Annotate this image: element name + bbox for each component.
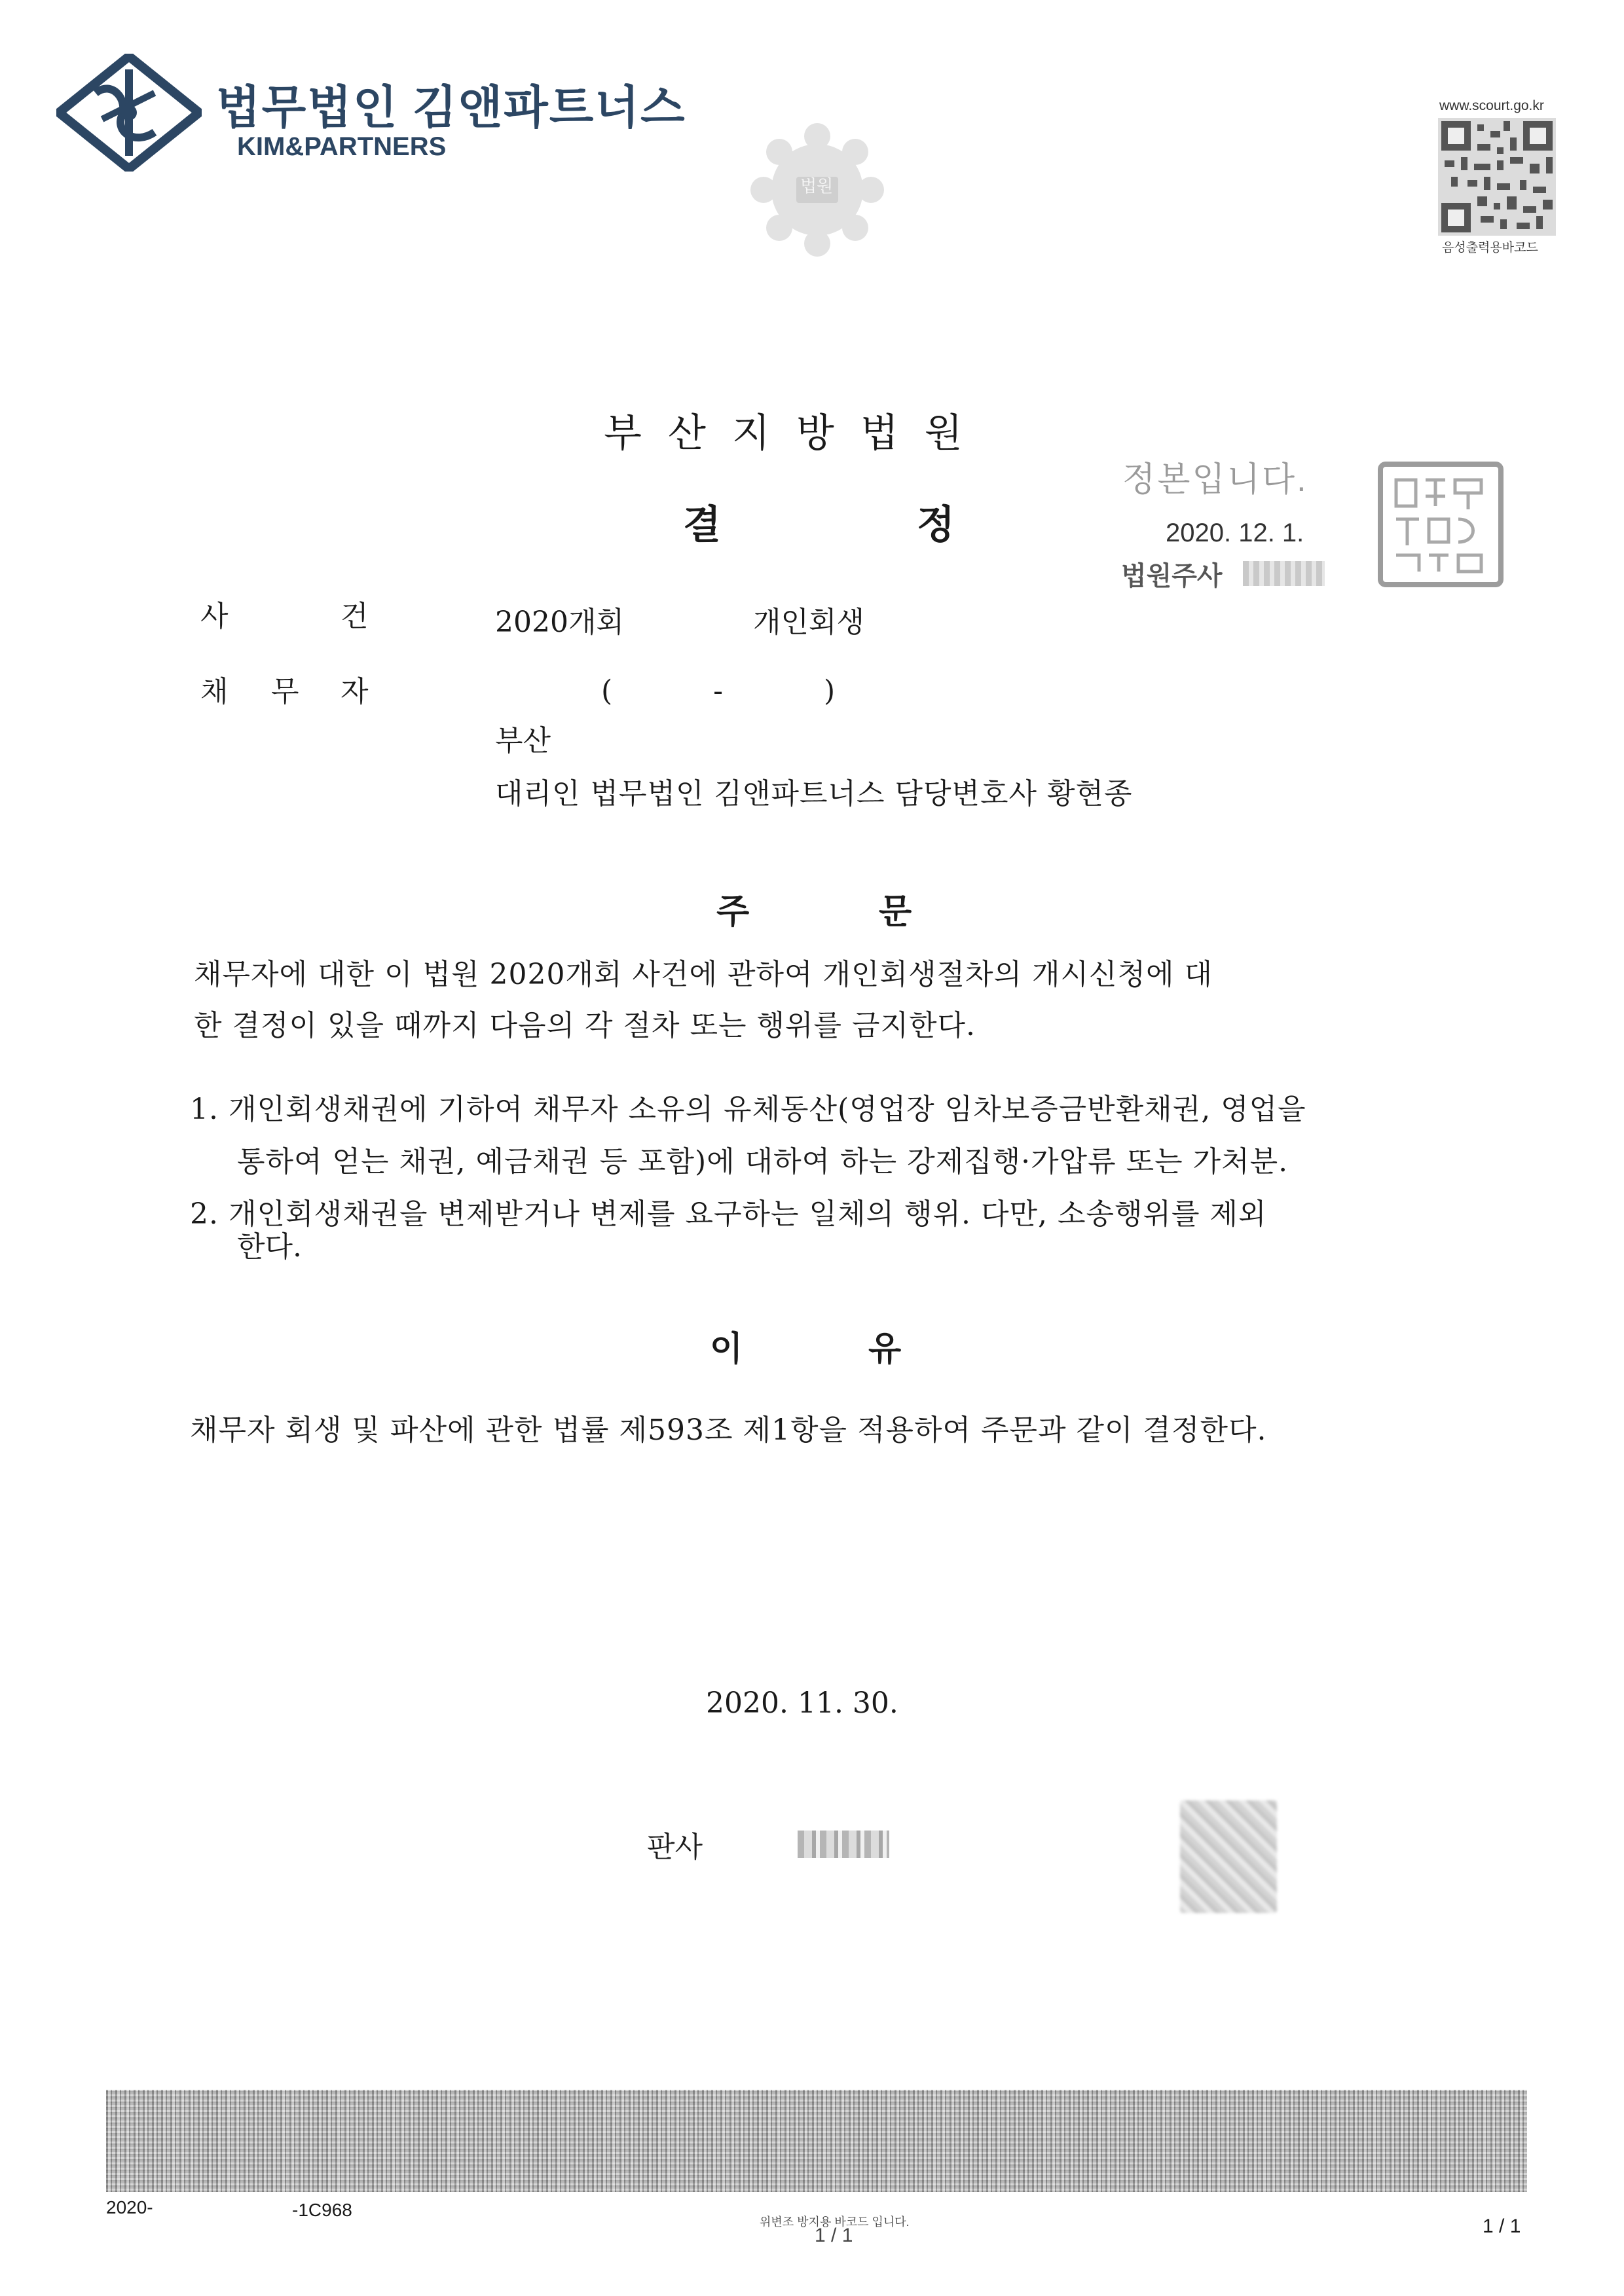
clerk-seal-icon (1376, 460, 1505, 589)
debtor-address: 부산 (495, 724, 551, 757)
case-label-second: 건 (341, 600, 369, 633)
reason-text: 채무자 회생 및 파산에 관한 법률 제593조 제1항을 적용하여 주문과 같이 결정한다. (190, 1413, 1267, 1447)
judge-label: 판사 (647, 1831, 703, 1864)
case-number: 2020개회 (495, 606, 624, 639)
court-clerk-title: 법원주사 (1121, 562, 1223, 591)
case-type: 개인회생 (753, 606, 865, 639)
qr-caption: 음성출력용바코드 (1442, 241, 1538, 255)
debtor-label-third: 자 (341, 675, 369, 708)
debtor-id-number: ( - ) (601, 674, 881, 708)
order-paragraph-line1: 채무자에 대한 이 법원 2020개회 사건에 관하여 개인회생절차의 개시신청에 대 (194, 958, 1213, 991)
reason-heading: 이 (710, 1329, 743, 1369)
document-title-first: 결 (683, 502, 721, 548)
certified-copy-date: 2020. 12. 1. (1166, 519, 1304, 547)
legal-agent: 대리인 법무법인 김앤파트너스 담당변호사 황현종 (495, 777, 1133, 811)
court-name: 부산지방법원 (604, 410, 989, 456)
decision-date: 2020. 11. 30. (706, 1686, 898, 1720)
order-item-2-line2: 한다. (237, 1230, 302, 1264)
order-paragraph-line2: 한 결정이 있을 때까지 다음의 각 절차 또는 행위를 금지한다. (194, 1009, 976, 1042)
order-heading-second: 문 (879, 892, 912, 932)
judge-seal-redacted (1180, 1800, 1277, 1913)
document-code-suffix: -1C968 (292, 2200, 352, 2220)
page-number: 1 / 1 (1483, 2215, 1521, 2237)
order-item-2-line1: 2. 개인회생채권을 변제받거나 변제를 요구하는 일체의 행위. 다만, 소송행위를 제외 (190, 1197, 1267, 1231)
document-code-prefix: 2020- (106, 2197, 153, 2217)
firm-logo-icon (56, 54, 202, 172)
case-label: 사 (200, 600, 229, 633)
order-item-1-line2: 통하여 얻는 채권, 예금채권 등 포함)에 대하여 하는 강제집행·가압류 또는 가처분. (237, 1145, 1289, 1178)
court-emblem-label: 법원 (800, 176, 834, 196)
debtor-label-second: 무 (271, 675, 299, 708)
anti-forgery-barcode (106, 2090, 1527, 2192)
debtor-label: 채 (200, 675, 229, 708)
barcode-note: 위변조 방지용 바코드 입니다. (760, 2215, 910, 2229)
firm-name-english: KIM&PARTNERS (237, 132, 447, 161)
qr-code-icon (1438, 118, 1556, 236)
document-title-second: 정 (917, 502, 955, 548)
order-heading: 주 (716, 892, 750, 932)
firm-name-korean: 법무법인 김앤파트너스 (216, 82, 686, 133)
qr-url: www.scourt.go.kr (1439, 98, 1544, 113)
certified-copy-stamp: 정본입니다. (1122, 461, 1308, 499)
page-number-center: 1 / 1 (815, 2225, 853, 2246)
judge-name-redacted (798, 1831, 889, 1858)
clerk-name-redacted (1243, 561, 1325, 586)
order-item-1-line1: 1. 개인회생채권에 기하여 채무자 소유의 유체동산(영업장 임차보증금반환채권, 영업을 (190, 1093, 1306, 1126)
reason-heading-second: 유 (868, 1329, 902, 1369)
